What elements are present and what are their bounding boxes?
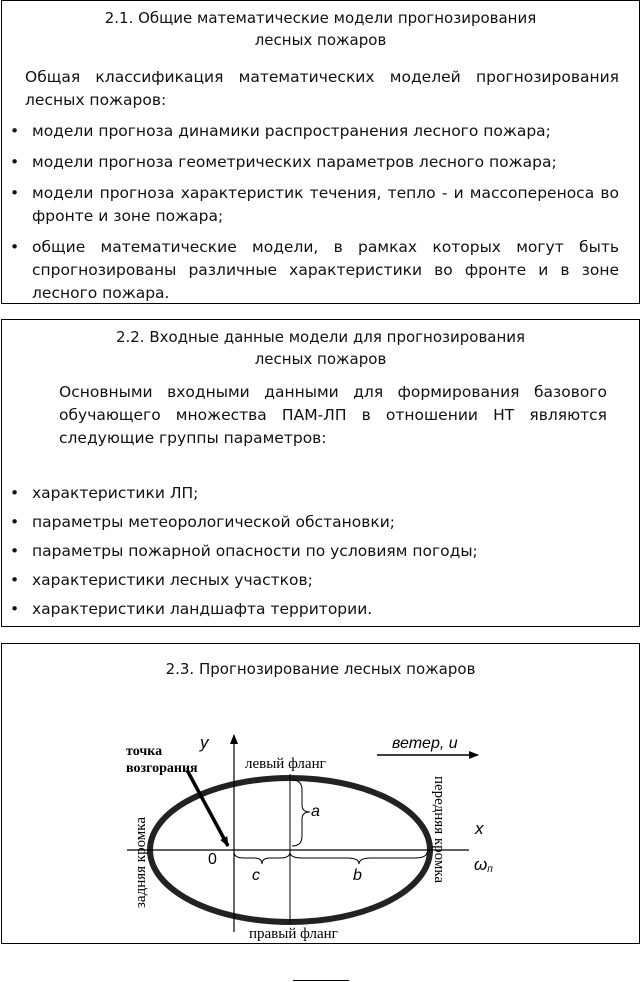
- intro-paragraph: Общая классификация математических моделей прогнозирования лесных пожаров:: [25, 68, 619, 109]
- right-flank-label: правый фланг: [249, 926, 338, 942]
- section-forecasting: [1, 643, 640, 944]
- wind-label: ветер, u: [392, 735, 458, 752]
- ignition-label-line-2: возгорания: [126, 761, 198, 776]
- list-item: • характеристики лесных участков;: [4, 569, 619, 592]
- ignition-arrow: [187, 770, 228, 846]
- list-item: • параметры пожарной опасности по условиям погоды;: [4, 540, 619, 563]
- list-item: • модели прогноза характеристик течения, тепло - и массопереноса во фронте и зоне пожара;: [4, 182, 619, 228]
- section-title: [2, 7, 639, 51]
- section-general-models: [1, 0, 640, 304]
- title-line-2: лесных пожаров: [254, 31, 387, 49]
- list-item: • модели прогноза геометрических параметров лесного пожара;: [4, 151, 619, 174]
- omega-subscript: п: [487, 864, 493, 875]
- section-title: 2.3. Прогнозирование лесных пожаров: [165, 660, 476, 678]
- list-item: • характеристики ландшафта территории.: [4, 598, 619, 621]
- list-item: • общие математические модели, в рамках которых могут быть спрогнозированы различные характеристики во фронте и в зоне лесного пожара.: [4, 236, 619, 305]
- brace-a: [292, 780, 310, 846]
- title-line-2: лесных пожаров: [254, 350, 387, 368]
- title-line-1: 2.2. Входные данные модели для прогнозирования: [115, 328, 526, 346]
- section-input-data: [1, 319, 640, 627]
- ignition-label-line-1: точка: [126, 744, 163, 759]
- left-flank-label: левый фланг: [245, 756, 326, 772]
- rear-edge-label: задняя кромка: [133, 816, 149, 908]
- title-line-1: 2.1. Общие математические модели прогнозирования: [104, 9, 537, 27]
- label-c: c: [252, 867, 260, 884]
- list-item: • параметры метеорологической обстановки;: [4, 511, 619, 534]
- brace-c: [234, 852, 290, 864]
- x-axis-label: x: [475, 819, 484, 838]
- label-a: a: [311, 803, 320, 820]
- fire-spread-diagram: [2, 644, 639, 943]
- list-item: • характеристики ЛП;: [4, 482, 619, 505]
- bullet-list: [4, 120, 619, 313]
- bullet-list: [4, 482, 619, 627]
- y-axis-label: y: [200, 733, 209, 752]
- list-item: • модели прогноза динамики распространения лесного пожара;: [4, 120, 619, 143]
- origin-label: 0: [208, 851, 217, 868]
- brace-b: [290, 852, 427, 864]
- omega-label: [474, 855, 493, 875]
- omega-symbol: ω: [474, 855, 488, 874]
- section-title: [2, 326, 639, 370]
- intro-paragraph: Основными входными данными для формирования базового обучающего множества ПАМ-ЛП в отношении НТ являются следующие группы параметров:: [59, 383, 607, 447]
- page-number-rule: [293, 980, 349, 981]
- front-edge-label: передняя кромка: [431, 776, 447, 884]
- label-b: b: [353, 867, 362, 884]
